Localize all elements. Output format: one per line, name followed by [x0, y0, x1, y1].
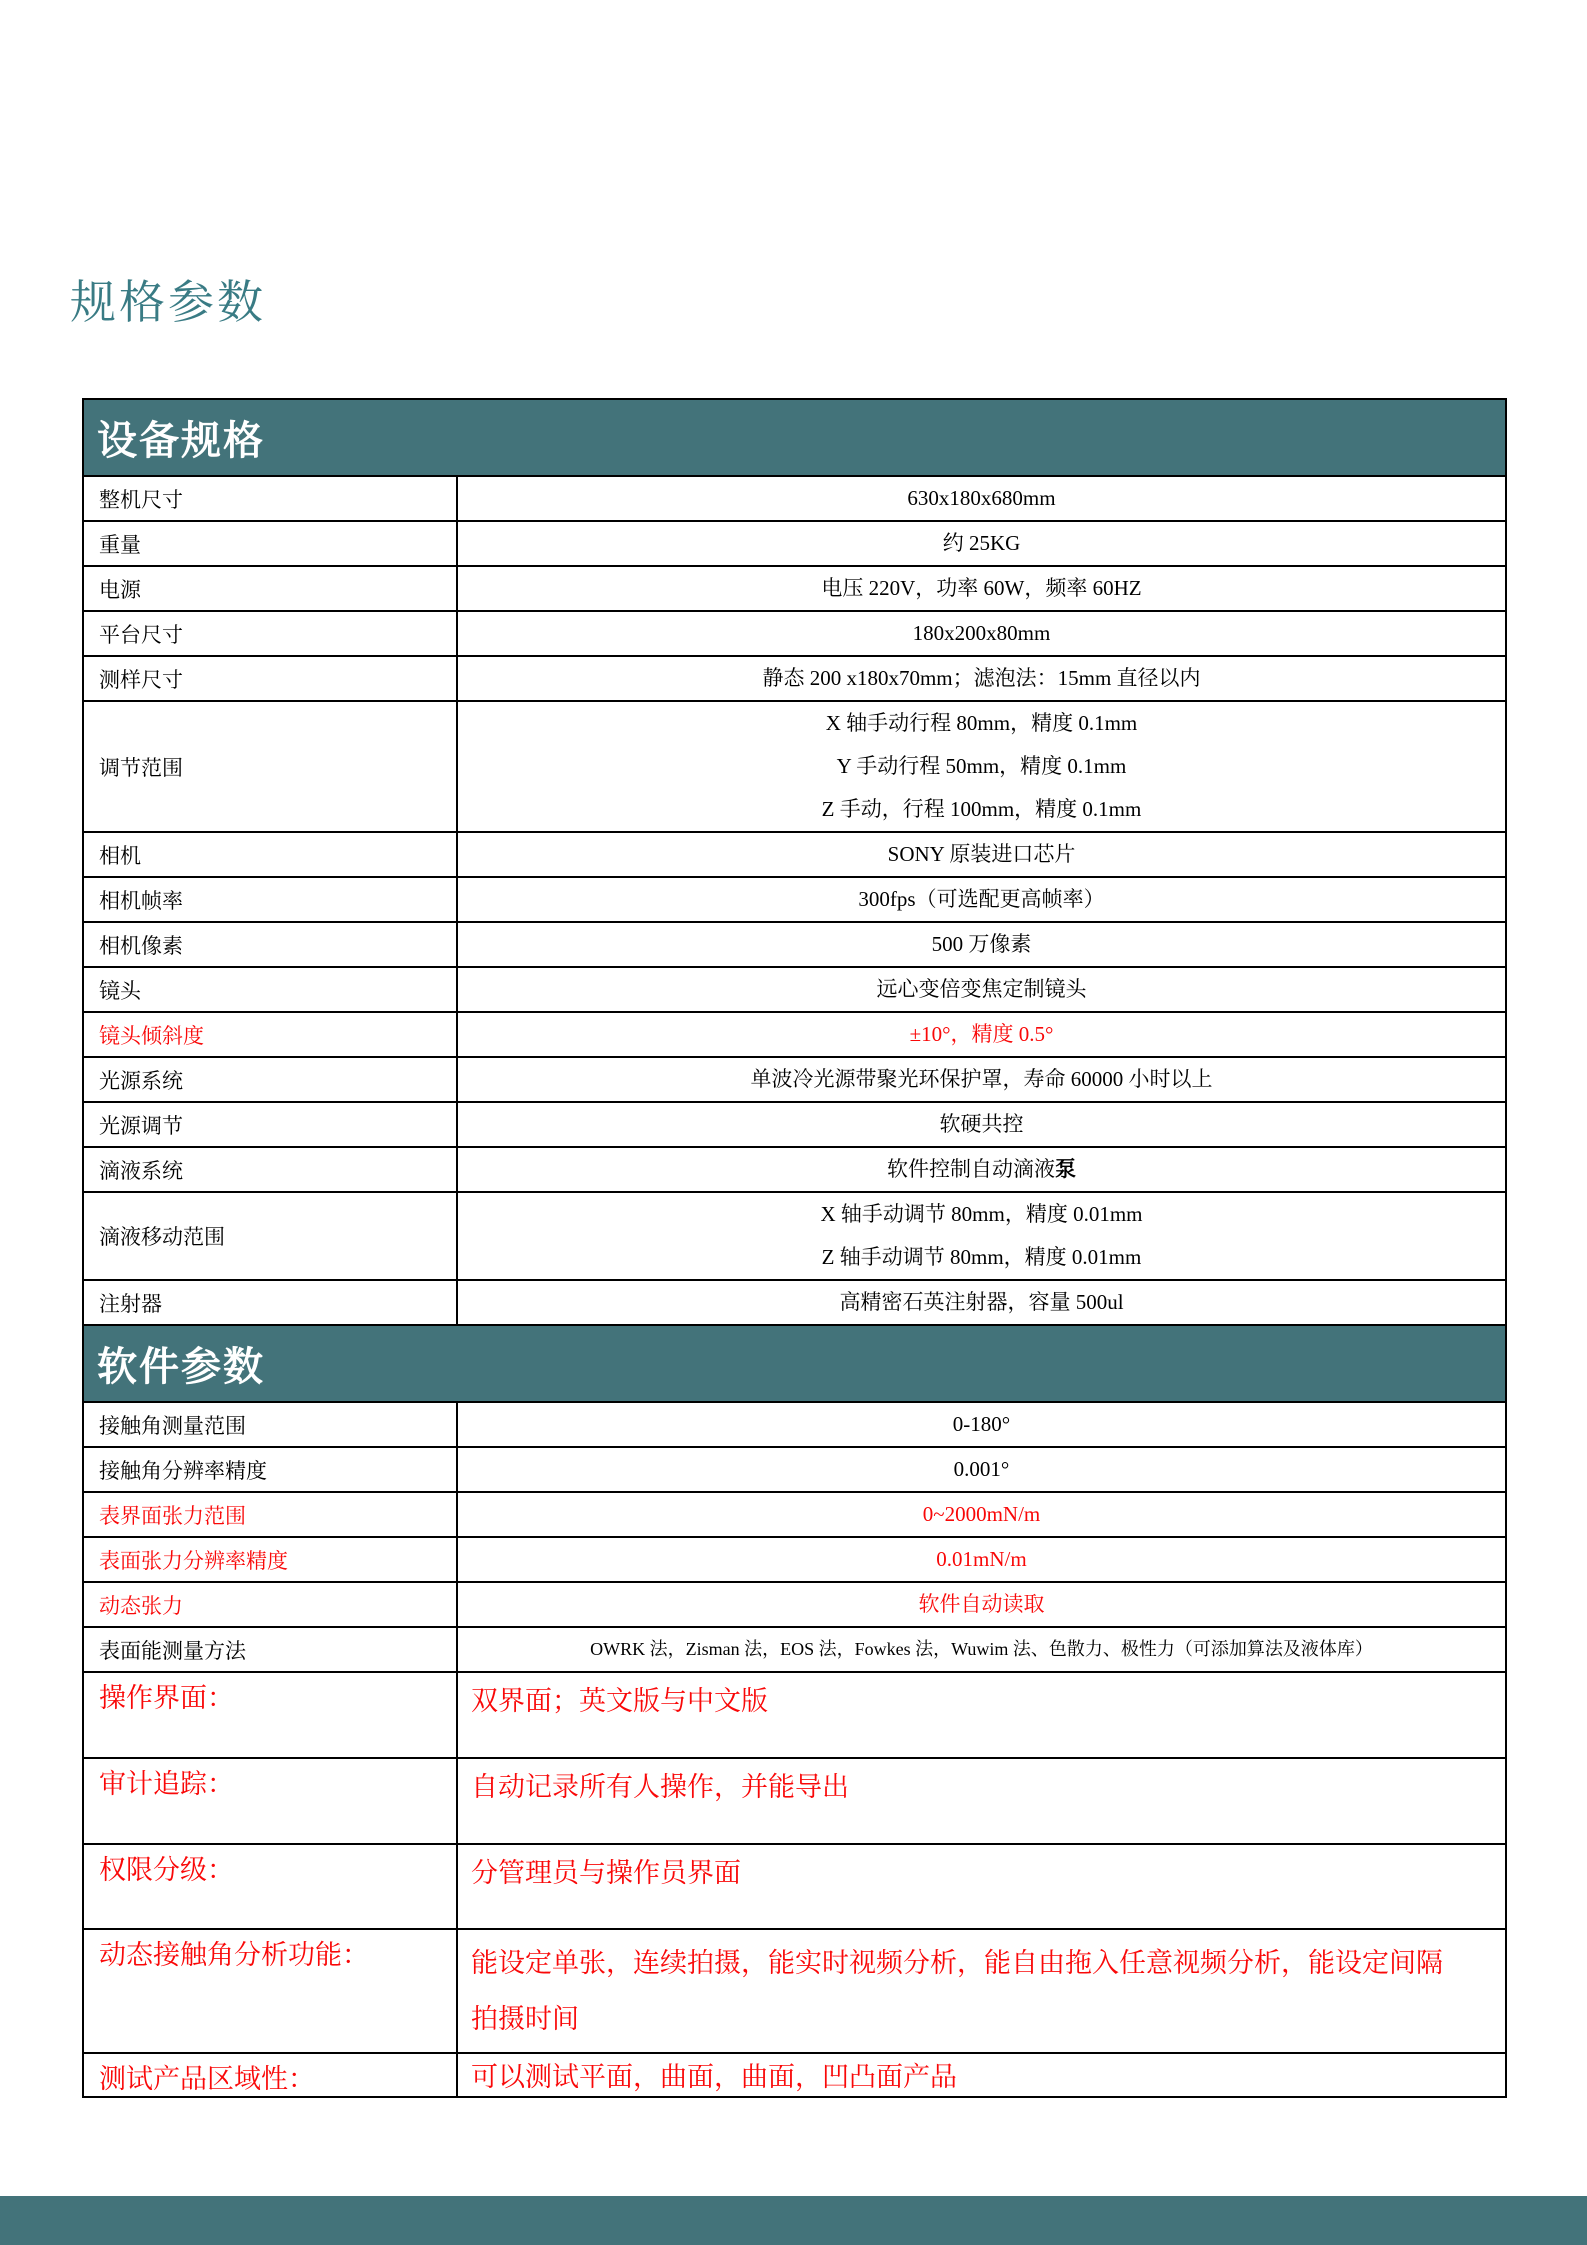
- row-value: [458, 878, 1505, 921]
- row-value: [458, 1538, 1505, 1581]
- row-label: 相机帧率: [84, 878, 458, 921]
- row-label: 接触角分辨率精度: [84, 1448, 458, 1491]
- row-label: 测试产品区域性：: [84, 2054, 458, 2096]
- row-label: 电源: [84, 567, 458, 610]
- table-row: [84, 565, 1505, 610]
- row-value-line: 自动记录所有人操作，并能导出: [471, 1772, 849, 1802]
- row-label: 相机: [84, 833, 458, 876]
- row-value: [458, 1193, 1505, 1279]
- row-value: [458, 833, 1505, 876]
- row-label: 滴液移动范围: [84, 1193, 458, 1279]
- table-row: [84, 876, 1505, 921]
- row-label: 表面张力分辨率精度: [84, 1538, 458, 1581]
- row-value: [458, 477, 1505, 520]
- row-value-line: 软硬共控: [939, 1112, 1024, 1136]
- row-label: 整机尺寸: [84, 477, 458, 520]
- table-row: [84, 831, 1505, 876]
- row-label: 动态张力: [84, 1583, 458, 1626]
- row-value-line: 分管理员与操作员界面: [471, 1858, 741, 1888]
- table-row: [84, 1491, 1505, 1536]
- row-label: 相机像素: [84, 923, 458, 966]
- row-label: 审计追踪：: [84, 1759, 458, 1843]
- row-value-line: 0.001°: [953, 1457, 1010, 1481]
- row-label: 滴液系统: [84, 1148, 458, 1191]
- table-row: [84, 1536, 1505, 1581]
- row-value: [458, 1673, 1505, 1757]
- row-value-line: OWRK 法，Zisman 法，EOS 法，Fowkes 法，Wuwim 法、色散力、极性力（可添加算法及液体库）: [590, 1639, 1373, 1659]
- row-value-line: 单波冷光源带聚光环保护罩，寿命 60000 小时以上: [750, 1067, 1213, 1091]
- row-value-line: 静态 200 x180x70mm；滤泡法：15mm 直径以内: [762, 666, 1201, 690]
- row-value-line: 电压 220V，功率 60W，频率 60HZ: [821, 576, 1142, 600]
- row-label: 动态接触角分析功能：: [84, 1930, 458, 2052]
- table-row: [84, 2052, 1505, 2096]
- row-value: [458, 923, 1505, 966]
- row-value: [458, 1448, 1505, 1491]
- row-value: [458, 1103, 1505, 1146]
- row-value-line: 180x200x80mm: [912, 621, 1051, 645]
- table-row: [84, 1626, 1505, 1671]
- row-value: [458, 1759, 1505, 1843]
- table-row: [84, 655, 1505, 700]
- row-value: [458, 1493, 1505, 1536]
- row-label: 接触角测量范围: [84, 1403, 458, 1446]
- table-row: [84, 1446, 1505, 1491]
- table-row: [84, 1671, 1505, 1757]
- row-value: [458, 567, 1505, 610]
- row-value: [458, 1930, 1505, 2052]
- table-row: [84, 1191, 1505, 1279]
- page-title: 规格参数: [70, 277, 266, 328]
- row-value-line: 0.01mN/m: [936, 1547, 1027, 1571]
- row-value: [458, 1058, 1505, 1101]
- row-value-line: 高精密石英注射器，容量 500ul: [839, 1290, 1124, 1314]
- row-value: [458, 1403, 1505, 1446]
- row-label: 操作界面：: [84, 1673, 458, 1757]
- row-label: 重量: [84, 522, 458, 565]
- row-value: [458, 1845, 1505, 1928]
- row-value-line: X 轴手动行程 80mm，精度 0.1mm: [825, 711, 1138, 735]
- row-value: [458, 657, 1505, 700]
- table-row: [84, 610, 1505, 655]
- table-row: [84, 1056, 1505, 1101]
- row-value: [458, 2054, 1505, 2096]
- row-value-line: X 轴手动调节 80mm，精度 0.01mm: [820, 1202, 1143, 1226]
- row-value-line: 能设定单张，连续拍摄，能实时视频分析，能自由拖入任意视频分析，能设定间隔拍摄时间: [471, 1948, 1443, 2034]
- row-value-line: 双界面；英文版与中文版: [471, 1686, 768, 1716]
- row-value-line: ±10°，精度 0.5°: [909, 1022, 1054, 1046]
- row-label: 调节范围: [84, 702, 458, 831]
- row-value: [458, 702, 1505, 831]
- table-row: [84, 1928, 1505, 2052]
- row-label: 镜头倾斜度: [84, 1013, 458, 1056]
- bold-suffix: 泵: [1055, 1157, 1076, 1181]
- row-value-line: 0~2000mN/m: [922, 1502, 1041, 1526]
- spec-table: [82, 398, 1507, 2098]
- row-value: [458, 522, 1505, 565]
- row-value: [458, 1281, 1505, 1324]
- table-row: [84, 475, 1505, 520]
- row-value-line: 300fps（可选配更高帧率）: [858, 887, 1105, 911]
- row-value-line: 0-180°: [952, 1412, 1011, 1436]
- row-label: 光源系统: [84, 1058, 458, 1101]
- row-label: 测样尺寸: [84, 657, 458, 700]
- row-value-line: Z 轴手动调节 80mm，精度 0.01mm: [821, 1245, 1142, 1269]
- table-row: [84, 921, 1505, 966]
- row-value: [458, 968, 1505, 1011]
- row-value-line: 软件自动读取: [918, 1592, 1045, 1616]
- row-label: 表界面张力范围: [84, 1493, 458, 1536]
- row-value: [458, 1013, 1505, 1056]
- table-row: [84, 1581, 1505, 1626]
- row-value-line: 软件控制自动滴液泵: [887, 1157, 1076, 1181]
- row-label: 镜头: [84, 968, 458, 1011]
- row-label: 权限分级：: [84, 1845, 458, 1928]
- table-row: [84, 700, 1505, 831]
- row-label: 平台尺寸: [84, 612, 458, 655]
- row-value-line: SONY 原装进口芯片: [887, 842, 1076, 866]
- row-label: 光源调节: [84, 1103, 458, 1146]
- row-value-line: 约 25KG: [942, 531, 1021, 555]
- table-row: [84, 1757, 1505, 1843]
- row-label: 表面能测量方法: [84, 1628, 458, 1671]
- table-row: [84, 1101, 1505, 1146]
- row-value-line: 500 万像素: [931, 932, 1032, 956]
- section-header: 软件参数: [84, 1324, 1505, 1401]
- row-value-line: 可以测试平面，曲面，曲面，凹凸面产品: [471, 2062, 957, 2092]
- row-value-line: 630x180x680mm: [907, 486, 1056, 510]
- row-label: 注射器: [84, 1281, 458, 1324]
- row-value: [458, 1583, 1505, 1626]
- row-value: [458, 1628, 1505, 1671]
- table-row: [84, 1279, 1505, 1324]
- table-row: [84, 1843, 1505, 1928]
- row-value: [458, 612, 1505, 655]
- table-row: [84, 1011, 1505, 1056]
- row-value: [458, 1148, 1505, 1191]
- table-row: [84, 966, 1505, 1011]
- table-row: [84, 1401, 1505, 1446]
- section-header: 设备规格: [84, 400, 1505, 475]
- row-value-line: 远心变倍变焦定制镜头: [876, 977, 1087, 1001]
- table-row: [84, 520, 1505, 565]
- row-value-line: Z 手动，行程 100mm，精度 0.1mm: [821, 797, 1142, 821]
- row-value-line: Y 手动行程 50mm，精度 0.1mm: [836, 754, 1127, 778]
- table-row: [84, 1146, 1505, 1191]
- footer-bar: [0, 2196, 1587, 2245]
